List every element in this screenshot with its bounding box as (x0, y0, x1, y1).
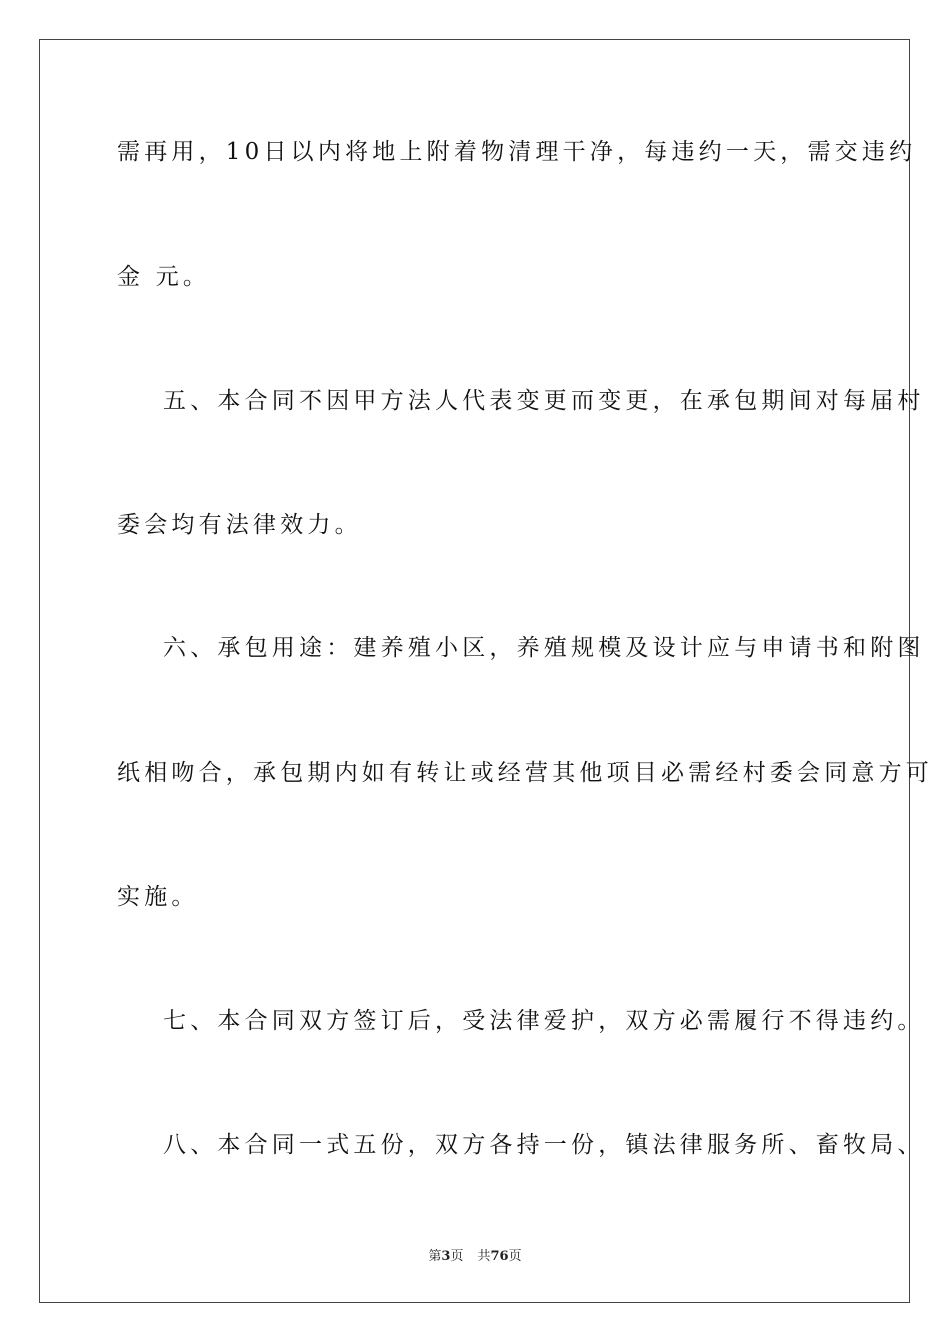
footer-page-suffix: 页 (450, 1249, 464, 1264)
paragraph-line-3: 五、本合同不因甲方法人代表变更而变更，在承包期间对每届村 (163, 388, 925, 414)
paragraph-line-9: 八、本合同一式五份，双方各持一份，镇法律服务所、畜牧局、 (163, 1132, 925, 1158)
paragraph-line-4: 委会均有法律效力。 (117, 512, 362, 538)
page-footer (0, 1248, 950, 1266)
page-border (39, 39, 933, 1303)
paragraph-line-5: 六、承包用途：建养殖小区，养殖规模及设计应与申请书和附图 (163, 635, 925, 661)
paragraph-line-8: 七、本合同双方签订后，受法律爱护，双方必需履行不得违约。 (163, 1008, 925, 1034)
footer-total-pages: 76 (490, 1249, 509, 1264)
paragraph-line-6: 纸相吻合，承包期内如有转让或经营其他项目必需经村委会同意方可 (117, 760, 933, 786)
footer-page-prefix: 第 (428, 1249, 442, 1264)
footer-total-prefix: 共 (477, 1249, 491, 1264)
paragraph-line-2: 金 元。 (117, 264, 211, 290)
paragraph-line-1: 需再用，10日以内将地上附着物清理干净，每违约一天，需交违约 (117, 139, 917, 165)
paragraph-line-7: 实施。 (117, 884, 199, 910)
footer-total-suffix: 页 (508, 1249, 522, 1264)
footer-page-number: 3 (441, 1249, 451, 1264)
